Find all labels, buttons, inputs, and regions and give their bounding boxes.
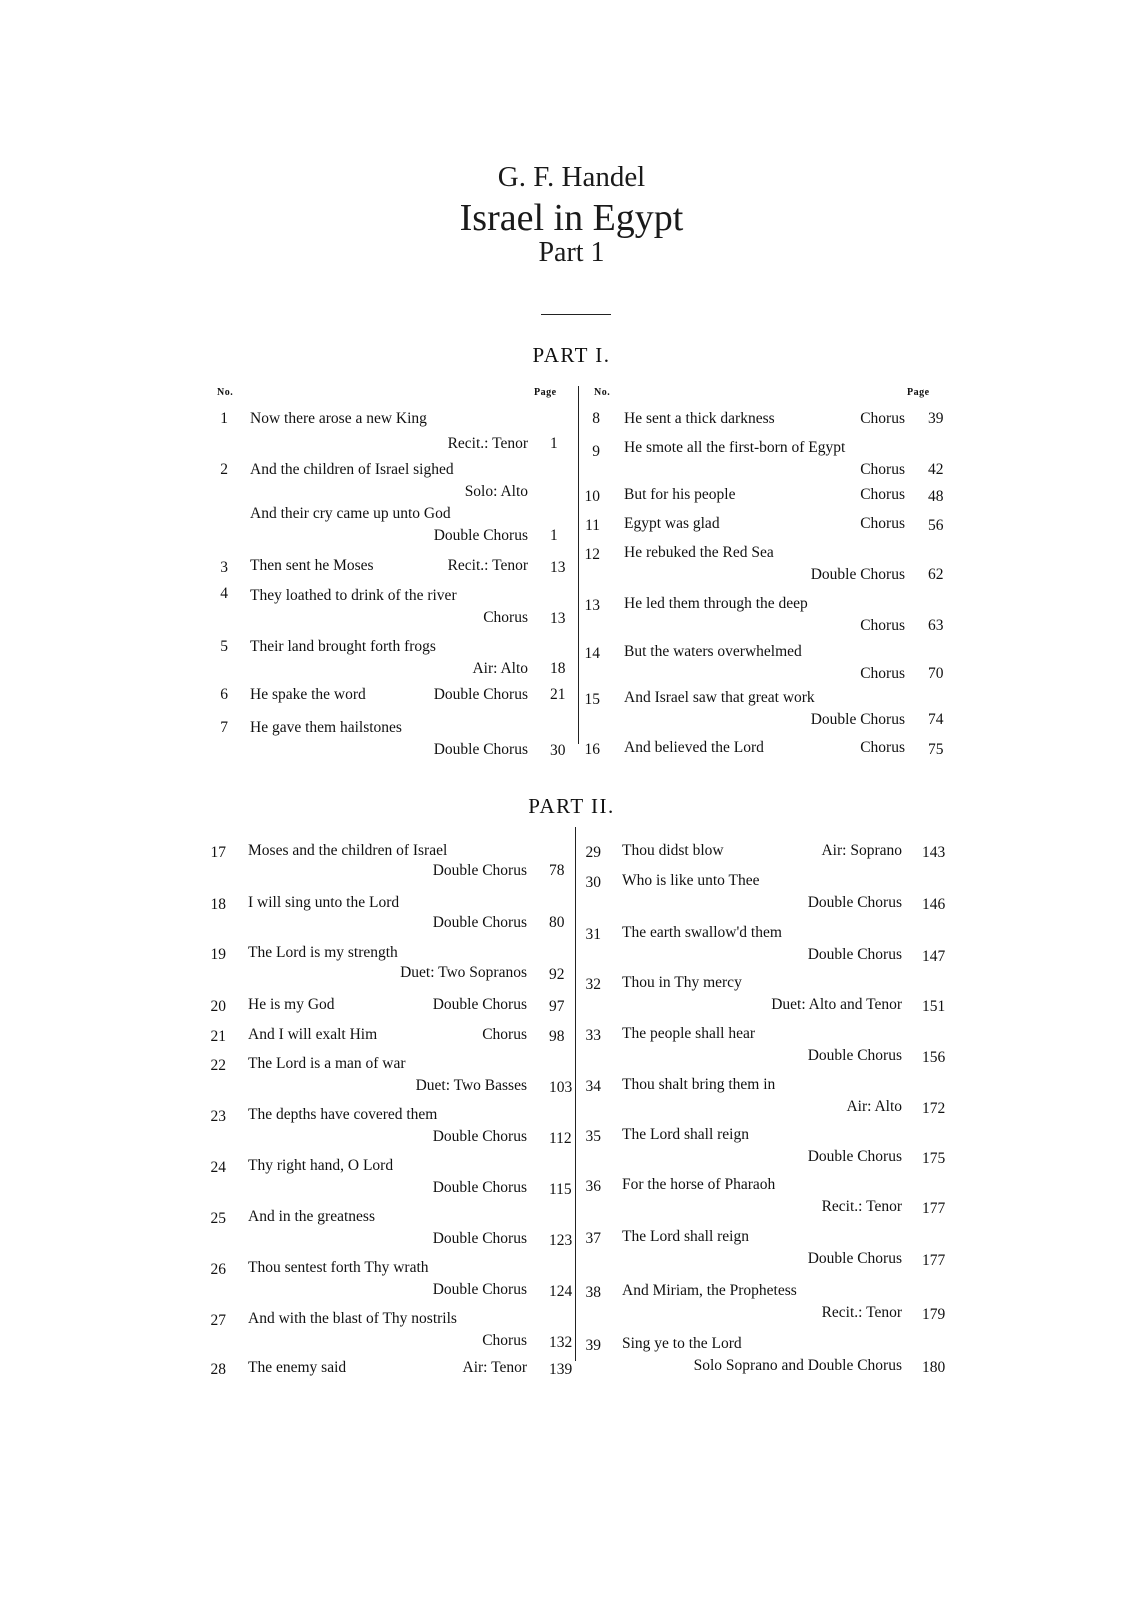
part2-right-entry-performer: Double Chorus bbox=[807, 946, 902, 963]
part2-right-entry-title: Thou shalt bring them in bbox=[622, 1076, 776, 1093]
part2-right-entry-title: The Lord shall reign bbox=[622, 1228, 749, 1245]
part2-right-entry-page: 156 bbox=[922, 1049, 946, 1066]
part1-right-entry-performer: Chorus bbox=[860, 665, 905, 682]
part2-left-entry-page: 103 bbox=[549, 1079, 573, 1096]
part1-right-entry-title: He smote all the first-born of Egypt bbox=[624, 439, 846, 456]
part1-right-entry-number: 14 bbox=[584, 645, 600, 662]
part1-left-entry-title: They loathed to drink of the river bbox=[250, 587, 457, 604]
part1-right-page-header: Page bbox=[907, 387, 930, 398]
part2-left-entry-title: Moses and the children of Israel bbox=[248, 842, 448, 859]
part2-right-entry-performer: Duet: Alto and Tenor bbox=[771, 996, 902, 1013]
part2-left-entry-page: 78 bbox=[549, 862, 565, 879]
part1-right-entry-performer: Chorus bbox=[860, 410, 905, 427]
part1-right-entry-title: But for his people bbox=[624, 486, 736, 503]
part1-left-entry-number: 4 bbox=[220, 585, 228, 602]
part2-left-entry-performer: Chorus bbox=[482, 1026, 527, 1043]
part2-left-entry-title: The depths have covered them bbox=[248, 1106, 438, 1123]
part2-left-entry-performer: Double Chorus bbox=[432, 1281, 527, 1298]
part2-left-entry-number: 19 bbox=[210, 946, 226, 963]
part1-right-entry-page: 62 bbox=[928, 566, 944, 583]
part2-left-entry-page: 115 bbox=[549, 1181, 572, 1198]
part2-left-entry-number: 21 bbox=[210, 1028, 226, 1045]
part2-right-entry-number: 31 bbox=[585, 926, 601, 943]
part2-left-entry-page: 124 bbox=[549, 1283, 573, 1300]
part2-heading: PART II. bbox=[528, 794, 615, 818]
part1-right-entry-performer: Chorus bbox=[860, 486, 905, 503]
part2-left-entry-title: I will sing unto the Lord bbox=[248, 894, 400, 911]
part1-right-entry-number: 16 bbox=[584, 741, 600, 758]
part1-right-entry-number: 8 bbox=[592, 410, 600, 427]
part2-right-entry-page: 180 bbox=[922, 1359, 946, 1376]
part2-right-entry-title: The people shall hear bbox=[622, 1025, 755, 1042]
part1-right-entry-page: 70 bbox=[928, 665, 944, 682]
part1-left-entry-page: 30 bbox=[550, 742, 566, 759]
part1-left-entry-title: Then sent he Moses bbox=[250, 557, 374, 574]
part2-left-entry-performer: Double Chorus bbox=[432, 1179, 527, 1196]
part2-left-entry-performer: Double Chorus bbox=[432, 996, 527, 1013]
part1-left-entry-performer: Recit.: Tenor bbox=[447, 435, 528, 452]
part1-right-entry-performer: Chorus bbox=[860, 617, 905, 634]
part1-right-entry-page: 48 bbox=[928, 488, 944, 505]
part2-left-entry-title: And with the blast of Thy nostrils bbox=[248, 1310, 457, 1327]
part1-right-entry-title: He rebuked the Red Sea bbox=[624, 544, 774, 561]
part2-right-entry-title: The earth swallow'd them bbox=[622, 924, 782, 941]
part1-left-entry-page: 1 bbox=[550, 527, 558, 544]
part1-right-entry-page: 56 bbox=[928, 517, 944, 534]
part2-left-entry-page: 98 bbox=[549, 1028, 565, 1045]
part2-left-entry-performer: Double Chorus bbox=[432, 862, 527, 879]
part2-right-entry-number: 35 bbox=[585, 1128, 601, 1145]
part1-right-entry-number: 12 bbox=[584, 546, 600, 563]
part2-right-entry-page: 143 bbox=[922, 844, 946, 861]
work-subtitle: Part 1 bbox=[538, 237, 605, 268]
part2-left-entry-page: 112 bbox=[549, 1130, 572, 1147]
part1-heading: PART I. bbox=[532, 343, 611, 367]
part2-right-entry-performer: Double Chorus bbox=[807, 1250, 902, 1267]
part2-left-entry-performer: Duet: Two Basses bbox=[415, 1077, 527, 1094]
part1-right-entry-title: And Israel saw that great work bbox=[624, 689, 815, 706]
composer-name: G. F. Handel bbox=[497, 161, 646, 193]
part1-left-entry-performer: Double Chorus bbox=[433, 741, 528, 758]
part2-left-entry-page: 92 bbox=[549, 966, 565, 983]
part2-left-entry-performer: Double Chorus bbox=[432, 1128, 527, 1145]
part1-right-no-header: No. bbox=[594, 387, 611, 398]
part2-left-entry-page: 139 bbox=[549, 1361, 573, 1378]
part1-left-entry-title: Now there arose a new King bbox=[250, 410, 427, 427]
part2-column-divider bbox=[575, 827, 576, 1361]
part2-left-entry-number: 23 bbox=[210, 1108, 226, 1125]
part2-right-entry-page: 172 bbox=[922, 1100, 946, 1117]
part2-left-entry-performer: Duet: Two Sopranos bbox=[400, 964, 527, 981]
part2-right-entry-title: Thou in Thy mercy bbox=[622, 974, 742, 991]
part2-left-entry-performer: Double Chorus bbox=[432, 914, 527, 931]
part1-left-page-header: Page bbox=[534, 387, 557, 398]
part1-right-entry-title: And believed the Lord bbox=[624, 739, 764, 756]
part1-right-entry-page: 75 bbox=[928, 741, 944, 758]
part2-right-entry-page: 177 bbox=[922, 1200, 946, 1217]
part1-left-entry-page: 13 bbox=[550, 559, 566, 576]
part2-right-entry-page: 177 bbox=[922, 1252, 946, 1269]
part1-left-entry-title: And the children of Israel sighed bbox=[250, 461, 454, 478]
part2-right-entry-title: And Miriam, the Prophetess bbox=[622, 1282, 797, 1299]
part1-right-entry-page: 42 bbox=[928, 461, 944, 478]
part2-right-entry-number: 38 bbox=[585, 1284, 601, 1301]
part1-right-entry-number: 11 bbox=[585, 517, 600, 534]
part2-right-entry-number: 36 bbox=[585, 1178, 601, 1195]
part2-right-entry-page: 147 bbox=[922, 948, 946, 965]
part1-left-entry-performer: Solo: Alto bbox=[464, 483, 528, 500]
part2-left-entry-number: 18 bbox=[210, 896, 226, 913]
part2-right-entry-page: 146 bbox=[922, 896, 946, 913]
part2-right-entry-performer: Solo Soprano and Double Chorus bbox=[693, 1357, 902, 1374]
part2-left-entry-number: 22 bbox=[210, 1057, 226, 1074]
part1-left-entry-page: 1 bbox=[550, 435, 558, 452]
part1-right-entry-number: 9 bbox=[592, 443, 600, 460]
work-title: Israel in Egypt bbox=[459, 197, 684, 239]
part2-right-entry-page: 179 bbox=[922, 1306, 946, 1323]
part2-left-entry-performer: Chorus bbox=[482, 1332, 527, 1349]
part1-left-no-header: No. bbox=[217, 387, 234, 398]
part2-right-entry-performer: Double Chorus bbox=[807, 894, 902, 911]
part2-right-entry-title: For the horse of Pharaoh bbox=[622, 1176, 776, 1193]
part2-left-entry-number: 25 bbox=[210, 1210, 226, 1227]
part2-left-entry-number: 27 bbox=[210, 1312, 226, 1329]
part1-left-entry-performer: Recit.: Tenor bbox=[447, 557, 528, 574]
part2-right-entry-title: Sing ye to the Lord bbox=[622, 1335, 742, 1352]
part1-right-entry-page: 74 bbox=[928, 711, 944, 728]
part2-left-entry-title: And in the greatness bbox=[248, 1208, 375, 1225]
part1-right-entry-title: Egypt was glad bbox=[624, 515, 720, 532]
part2-right-entry-number: 34 bbox=[585, 1078, 601, 1095]
part2-left-entry-number: 24 bbox=[210, 1159, 226, 1176]
part1-left-entry-title: And their cry came up unto God bbox=[250, 505, 451, 522]
part1-left-entry-number: 2 bbox=[220, 461, 228, 478]
part2-right-entry-number: 30 bbox=[585, 874, 601, 891]
part2-right-entry-title: The Lord shall reign bbox=[622, 1126, 749, 1143]
part2-right-entry-performer: Double Chorus bbox=[807, 1047, 902, 1064]
part2-left-entry-number: 28 bbox=[210, 1361, 226, 1378]
part2-right-entry-number: 39 bbox=[585, 1337, 601, 1354]
part1-right-entry-number: 15 bbox=[584, 691, 600, 708]
part1-left-entry-performer: Chorus bbox=[483, 609, 528, 626]
part2-right-entry-page: 175 bbox=[922, 1150, 946, 1167]
part1-right-entry-title: He led them through the deep bbox=[624, 595, 808, 612]
part2-left-entry-number: 17 bbox=[210, 844, 226, 861]
part1-left-entry-number: 3 bbox=[220, 559, 228, 576]
part2-left-entry-number: 26 bbox=[210, 1261, 226, 1278]
part1-left-entry-page: 21 bbox=[550, 686, 566, 703]
part1-left-entry-number: 5 bbox=[220, 638, 228, 655]
part1-left-entry-performer: Air: Alto bbox=[472, 660, 528, 677]
part2-right-entry-performer: Recit.: Tenor bbox=[821, 1198, 902, 1215]
part1-right-entry-performer: Chorus bbox=[860, 739, 905, 756]
part2-right-entry-number: 33 bbox=[585, 1027, 601, 1044]
part2-right-entry-page: 151 bbox=[922, 998, 946, 1015]
part1-left-entry-performer: Double Chorus bbox=[433, 686, 528, 703]
part2-right-entry-number: 29 bbox=[585, 844, 601, 861]
part2-left-entry-page: 123 bbox=[549, 1232, 573, 1249]
part1-right-entry-title: He sent a thick darkness bbox=[624, 410, 775, 427]
part1-left-entry-page: 13 bbox=[550, 610, 566, 627]
part2-left-entry-page: 132 bbox=[549, 1334, 573, 1351]
title-divider bbox=[541, 314, 611, 315]
part1-right-entry-page: 63 bbox=[928, 617, 944, 634]
part2-left-entry-title: Thou sentest forth Thy wrath bbox=[248, 1259, 429, 1276]
part1-left-entry-title: Their land brought forth frogs bbox=[250, 638, 436, 655]
part1-left-entry-title: He spake the word bbox=[250, 686, 366, 703]
part1-left-entry-number: 6 bbox=[220, 686, 228, 703]
part2-right-entry-performer: Air: Alto bbox=[846, 1098, 902, 1115]
part1-right-entry-performer: Chorus bbox=[860, 515, 905, 532]
part2-right-entry-title: Thou didst blow bbox=[622, 842, 724, 859]
part2-left-entry-title: The enemy said bbox=[248, 1359, 347, 1376]
part2-left-entry-performer: Double Chorus bbox=[432, 1230, 527, 1247]
part2-left-entry-title: He is my God bbox=[248, 996, 335, 1013]
part1-right-entry-title: But the waters overwhelmed bbox=[624, 643, 802, 660]
part1-left-entry-performer: Double Chorus bbox=[433, 527, 528, 544]
part2-right-entry-performer: Double Chorus bbox=[807, 1148, 902, 1165]
part2-right-entry-number: 32 bbox=[585, 976, 601, 993]
part1-right-entry-performer: Chorus bbox=[860, 461, 905, 478]
part2-left-entry-title: The Lord is a man of war bbox=[248, 1055, 406, 1072]
part1-right-entry-page: 39 bbox=[928, 410, 944, 427]
part1-right-entry-performer: Double Chorus bbox=[810, 566, 905, 583]
part1-right-entry-number: 13 bbox=[584, 597, 600, 614]
part2-left-entry-page: 97 bbox=[549, 998, 565, 1015]
part2-left-entry-title: And I will exalt Him bbox=[248, 1026, 378, 1043]
part2-right-entry-performer: Recit.: Tenor bbox=[821, 1304, 902, 1321]
part1-right-entry-number: 10 bbox=[584, 488, 600, 505]
part2-right-entry-number: 37 bbox=[585, 1230, 601, 1247]
part1-left-entry-number: 7 bbox=[220, 719, 228, 736]
part2-left-entry-page: 80 bbox=[549, 914, 565, 931]
part1-right-entry-performer: Double Chorus bbox=[810, 711, 905, 728]
part1-left-entry-title: He gave them hailstones bbox=[250, 719, 402, 736]
part1-left-entry-page: 18 bbox=[550, 660, 566, 677]
part2-right-entry-title: Who is like unto Thee bbox=[622, 872, 760, 889]
part2-right-entry-performer: Air: Soprano bbox=[821, 842, 902, 859]
part2-left-entry-title: Thy right hand, O Lord bbox=[248, 1157, 394, 1174]
part1-left-entry-number: 1 bbox=[220, 410, 228, 427]
part2-left-entry-title: The Lord is my strength bbox=[248, 944, 398, 961]
part2-left-entry-number: 20 bbox=[210, 998, 226, 1015]
part2-left-entry-performer: Air: Tenor bbox=[462, 1359, 527, 1376]
